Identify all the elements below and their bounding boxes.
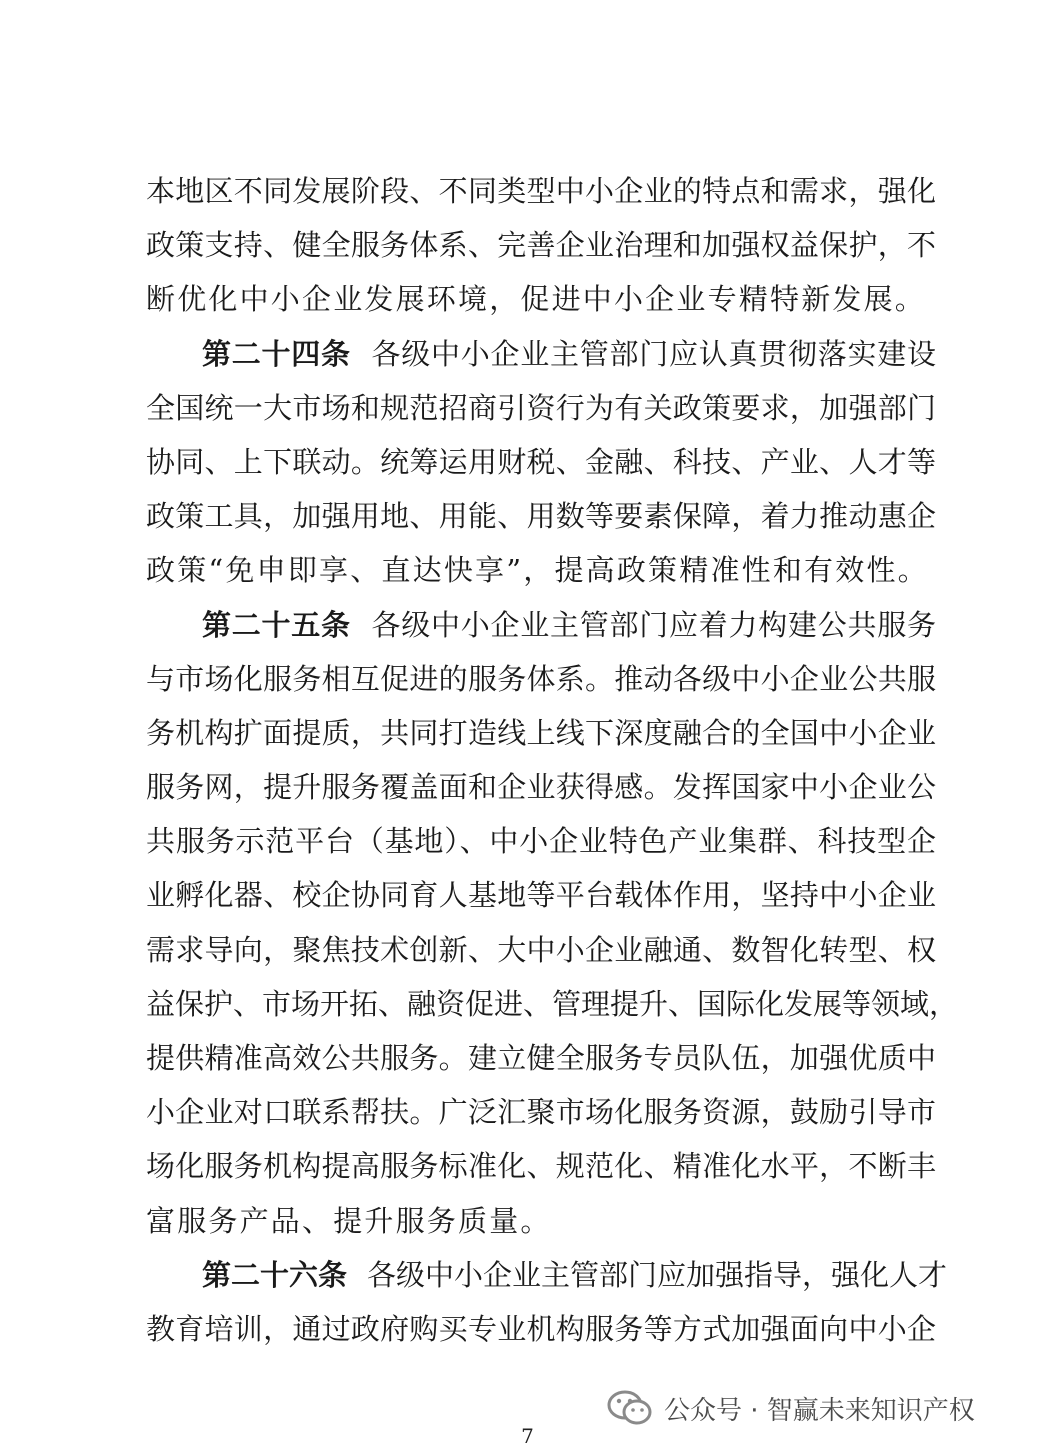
paragraph-article-26 bbox=[146, 1248, 948, 1356]
text-line: 富服务产品、提升服务质量。 bbox=[146, 1203, 552, 1238]
paragraph-article-25 bbox=[146, 598, 959, 1248]
text-line: 政策“免申即享、直达快享”，提高政策精准性和有效性。 bbox=[146, 553, 929, 588]
text-line: 本地区不同发展阶段、不同类型中小企业的特点和需求，强化 bbox=[146, 174, 936, 208]
text-line: 与市场化服务相互促进的服务体系。推动各级中小企业公共服 bbox=[146, 661, 936, 696]
text-line: 服务网，提升服务覆盖面和企业获得感。发挥国家中小企业公 bbox=[146, 770, 936, 805]
paragraph-article-24 bbox=[146, 327, 936, 598]
text-span: 各级中小企业主管部门应加强指导，强化人才 bbox=[367, 1257, 948, 1292]
text-line: 政策支持、健全服务体系、完善企业治理和加强权益保护，不 bbox=[146, 228, 936, 263]
text-line bbox=[146, 1248, 948, 1302]
text-line bbox=[146, 327, 936, 381]
text-line: 场化服务机构提高服务标准化、规范化、精准化水平，不断丰 bbox=[146, 1149, 936, 1184]
text-line: 需求导向，聚焦技术创新、大中小企业融通、数智化转型、权 bbox=[146, 932, 936, 967]
text-line: 提供精准高效公共服务。建立健全服务专员队伍，加强优质中 bbox=[146, 1041, 936, 1075]
text-span: 各级中小企业主管部门应着力构建公共服务 bbox=[370, 607, 936, 642]
text-line: 务机构扩面提质，共同打造线上线下深度融合的全国中小企业 bbox=[146, 715, 936, 750]
document-body bbox=[146, 164, 959, 1356]
text-line: 小企业对口联系帮扶。广泛汇聚市场化服务资源，鼓励引导市 bbox=[146, 1095, 936, 1130]
wechat-official-account-icon bbox=[606, 1388, 654, 1428]
text-line: 共服务示范平台（基地）、中小企业特色产业集群、科技型企 bbox=[146, 824, 936, 859]
watermark bbox=[606, 1388, 975, 1428]
text-line bbox=[146, 598, 936, 652]
article-heading: 第二十四条 bbox=[202, 336, 351, 371]
watermark-text: 公众号 · 智赢未来知识产权 bbox=[664, 1395, 975, 1426]
text-span: 各级中小企业主管部门应认真贯彻落实建设 bbox=[370, 336, 936, 371]
text-line: 教育培训，通过政府购买专业机构服务等方式加强面向中小企 bbox=[146, 1311, 936, 1346]
text-line: 全国统一大市场和规范招商引资行为有关政策要求，加强部门 bbox=[146, 390, 936, 425]
article-heading: 第二十六条 bbox=[202, 1257, 348, 1292]
text-line: 断优化中小企业发展环境，促进中小企业专精特新发展。 bbox=[146, 282, 927, 317]
text-line: 业孵化器、校企协同育人基地等平台载体作用，坚持中小企业 bbox=[146, 878, 936, 913]
paragraph bbox=[146, 164, 936, 327]
text-line: 政策工具，加强用地、用能、用数等要素保障，着力推动惠企 bbox=[146, 499, 936, 534]
page-number: 7 bbox=[521, 1424, 534, 1448]
text-line: 益保护、市场开拓、融资促进、管理提升、国际化发展等领域， bbox=[146, 986, 959, 1021]
text-line: 协同、上下联动。统筹运用财税、金融、科技、产业、人才等 bbox=[146, 444, 936, 479]
article-heading: 第二十五条 bbox=[202, 607, 351, 642]
